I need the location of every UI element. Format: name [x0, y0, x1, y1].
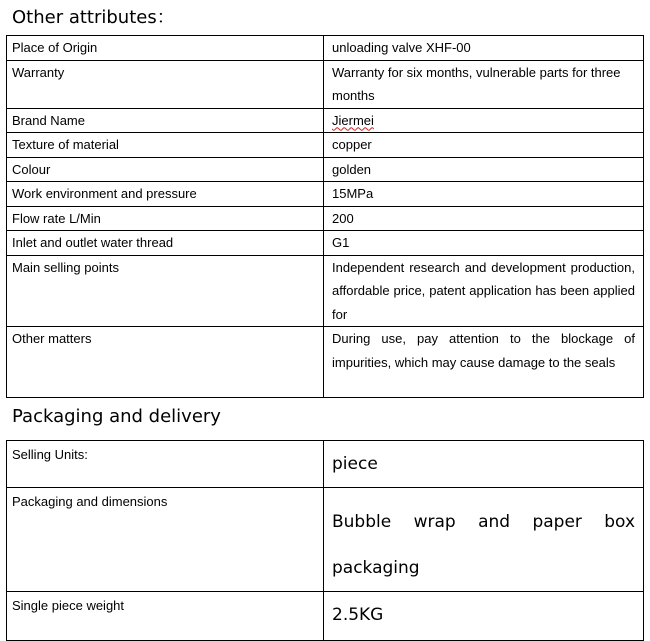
pack-value-selling-units — [324, 441, 644, 488]
attr-value-flow-rate: 200 — [324, 206, 644, 231]
attr-label-flow-rate: Flow rate L/Min — [7, 206, 324, 231]
table-row — [7, 133, 644, 158]
attr-value-selling-points: Independent research and development production, affordable price, patent application has been applied for — [324, 255, 644, 327]
packaging-heading: Packaging and delivery — [12, 406, 221, 427]
attr-value-colour: golden — [324, 157, 644, 182]
selling-units-text: piece — [332, 454, 378, 474]
attr-value-thread: G1 — [324, 231, 644, 256]
table-row — [7, 327, 644, 398]
table-row — [7, 592, 644, 641]
table-row — [7, 108, 644, 133]
pack-value-dimensions — [324, 488, 644, 592]
table-row — [7, 157, 644, 182]
table-row — [7, 255, 644, 327]
table-row — [7, 36, 644, 61]
dimensions-line-2: packaging — [332, 558, 420, 578]
attr-value-brand-name — [324, 108, 644, 133]
brand-name-text: Jiermei — [332, 112, 374, 128]
weight-text: 2.5KG — [332, 605, 384, 625]
pack-label-dimensions: Packaging and dimensions — [7, 488, 324, 592]
attr-value-texture: copper — [324, 133, 644, 158]
attr-value-place-of-origin: unloading valve XHF-00 — [324, 36, 644, 61]
attr-value-other-matters: During use, pay attention to the blockage of impurities, which may cause damage to the seals — [324, 327, 644, 398]
attr-label-brand-name: Brand Name — [7, 108, 324, 133]
attr-label-thread: Inlet and outlet water thread — [7, 231, 324, 256]
table-row — [7, 441, 644, 488]
attr-label-warranty: Warranty — [7, 60, 324, 108]
table-row — [7, 182, 644, 207]
attr-label-colour: Colour — [7, 157, 324, 182]
attr-label-texture: Texture of material — [7, 133, 324, 158]
packaging-table — [6, 440, 644, 641]
table-row — [7, 206, 644, 231]
pack-label-selling-units: Selling Units: — [7, 441, 324, 488]
pack-label-weight: Single piece weight — [7, 592, 324, 641]
other-attributes-heading: Other attributes： — [12, 7, 175, 28]
attr-value-warranty: Warranty for six months, vulnerable parts for three months — [324, 60, 644, 108]
pack-value-weight — [324, 592, 644, 641]
attr-label-place-of-origin: Place of Origin — [7, 36, 324, 61]
table-row — [7, 231, 644, 256]
attr-label-selling-points: Main selling points — [7, 255, 324, 327]
attr-label-other-matters: Other matters — [7, 327, 324, 398]
attr-value-work-environment: 15MPa — [324, 182, 644, 207]
other-attributes-table — [6, 35, 644, 398]
table-row — [7, 60, 644, 108]
table-row — [7, 488, 644, 592]
dimensions-line-1: Bubble wrap and paper box — [332, 512, 635, 532]
attr-label-work-environment: Work environment and pressure — [7, 182, 324, 207]
